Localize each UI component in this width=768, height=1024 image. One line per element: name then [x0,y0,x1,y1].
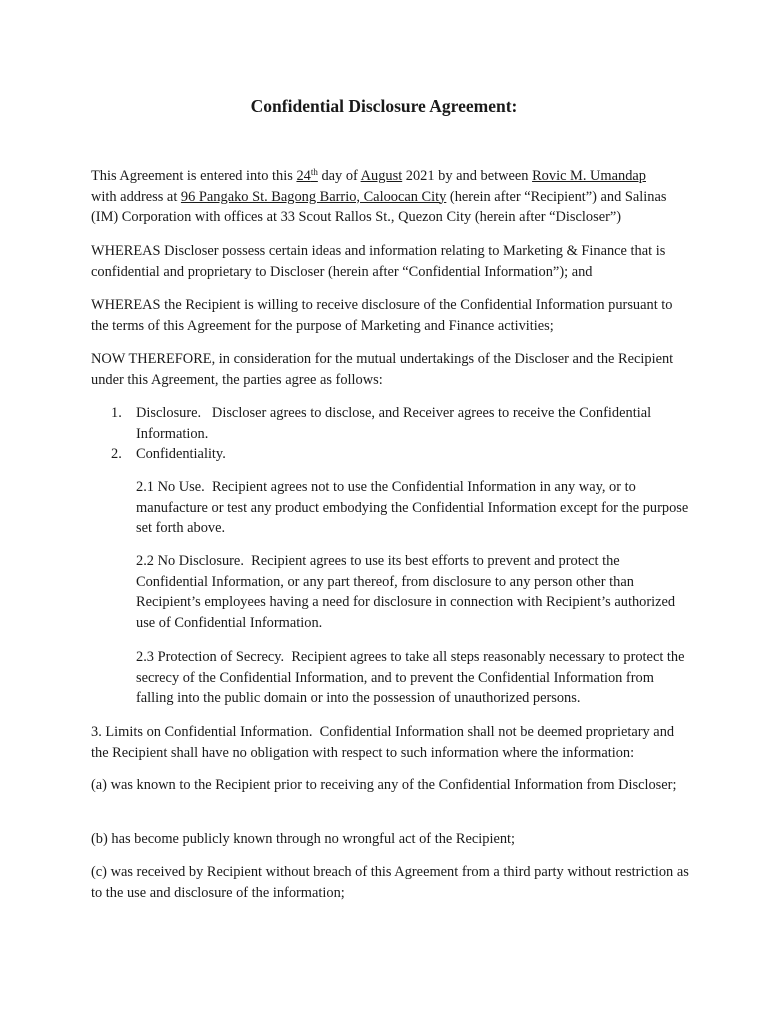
agreement-month: August [360,168,403,184]
clause-a: (a) was known to the Recipient prior to receiving any of the Confidential Information from Discloser; [91,777,677,793]
list-text: Disclosure. Discloser agrees to disclose, and Receiver agrees to receive the Confidential Information. [136,405,652,442]
clause-b: (b) has become publicly known through no wrongful act of the Recipient; [91,831,516,847]
list-item-disclosure [111,403,691,444]
now-therefore-paragraph: NOW THEREFORE, in consideration for the mutual undertakings of the Discloser and the Recipient under this Agreement, the parties agree as follows: [91,351,674,388]
limits-paragraph: 3. Limits on Confidential Information. Confidential Information shall not be deemed proprietary and the Recipient shall have no obligation with respect to such information where the information: [91,724,675,761]
clause-2-2-no-disclosure: 2.2 No Disclosure. Recipient agrees to use its best efforts to prevent and protect the Confidential Information, or any part thereof, from disclosure to any person other than Recipient’s employees having a need for disclosure in connection with Recipient’s authorized use of Confidential Information. [136,553,676,631]
clause-2-1-no-use: 2.1 No Use. Recipient agrees not to use the Confidential Information in any way, or to manufacture or test any product embodying the Confidential Information except for the purpose set forth above. [136,479,689,536]
whereas-paragraph-2: WHEREAS the Recipient is willing to receive disclosure of the Confidential Information pursuant to the terms of this Agreement for the purpose of Marketing and Finance activities; [91,297,673,334]
document-title: Confidential Disclosure Agreement: [250,96,518,116]
recipient-address: 96 Pangako St. Bagong Barrio, Caloocan City [180,188,447,205]
list-text: Confidentiality. [136,446,226,462]
clause-2-3-protection-of-secrecy: 2.3 Protection of Secrecy. Recipient agrees to take all steps reasonably necessary to protect the secrecy of the Confidential Information, and to prevent the Confidential Information from falling into the public domain or into the possession of unauthorized persons. [136,649,685,706]
clause-c: (c) was received by Recipient without breach of this Agreement from a third party without restriction as to the use and disclosure of the information; [91,864,689,901]
list-number: 1. [111,405,122,421]
whereas-paragraph-1: WHEREAS Discloser possess certain ideas and information relating to Marketing & Finance that is confidential and proprietary to Discloser (herein after “Confidential Information”); and [91,243,666,280]
list-number: 2. [111,446,122,462]
intro-paragraph: This Agreement is entered into this 24th day of August 2021 by and between Rovic M. Umandap with address at 96 Pangako St. Bagong Barrio, Caloocan City (herein after “Recipient”) and Salinas (IM) Corporation with offices at 33 Scout Rallos St., Quezon City (herein after “Discloser”) [91,167,667,225]
recipient-name: Rovic M. Umandap [532,168,646,184]
agreement-day: 24th [296,167,318,184]
list-item-confidentiality [111,444,691,465]
